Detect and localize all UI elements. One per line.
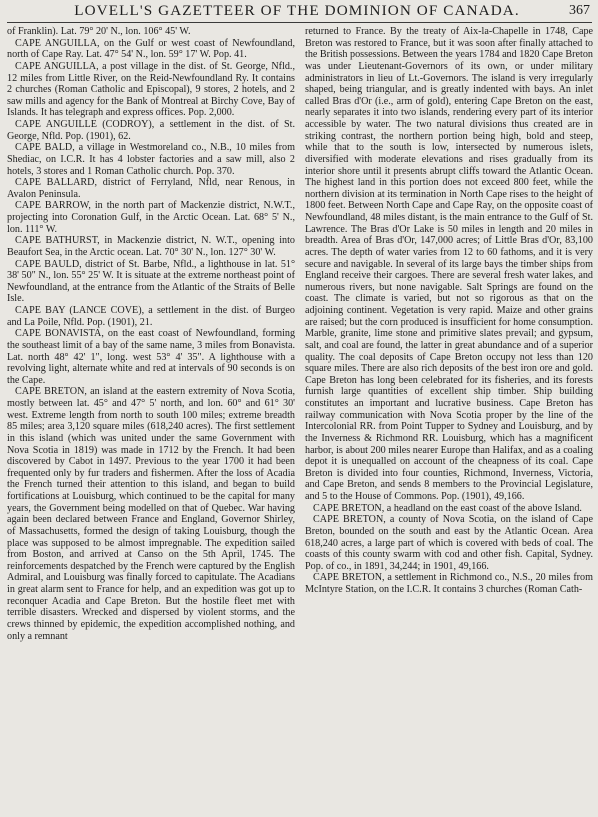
entry-name: CAPE BRETON, — [313, 514, 386, 526]
entry-name: CAPE BAY (LANCE COVE), — [15, 305, 145, 316]
entry-name: CAPE BONAVISTA, — [15, 328, 104, 340]
gazetteer-entry — [7, 200, 295, 235]
gazetteer-entry — [7, 119, 295, 142]
gazetteer-entry — [7, 61, 295, 119]
entry-text: a settlement in the dist. of St. George, Nfld. Pop. (1901), 62. — [7, 119, 296, 142]
right-column — [305, 26, 593, 642]
gazetteer-entry — [7, 142, 295, 177]
entry-text: a village in Westmoreland co., N.B., 10 miles from Shediac, on I.C.R. It has 4 lobster factories and a saw mill, also 2 hotels, 3 stores and 1 Roman Catholic church. Pop. 370. — [7, 142, 295, 177]
entry-name: CAPE ANGUILLE (CODROY), — [15, 119, 155, 130]
entry-text: district of St. Barbe, Nfld., a lighthouse in lat. 51° 38' 50" N., lon. 55° 25' W. It is situate at the extreme northeast point of Newfoundland, at the entrance from the Atlantic of the Straits of Belle Isle. — [7, 258, 295, 305]
entry-name: CAPE BRETON, — [313, 502, 385, 514]
gazetteer-entry — [7, 259, 295, 306]
entry-text: an island at the eastern extremity of Nova Scotia, mostly between lat. 45° and 47° 5' north, and lon. 60° and 61° 30' west. Extreme length from north to south 100 miles; extreme breadth 85 miles; area 3,120 square miles (618,240 acres). The first settlement in this island (which was united under the same Government with Nova Scotia in 1819) was made in 1712 by the French. It had been discovered by Cabot in 1497. Previous to the year 1700 it had been frequented only by fur traders and fishermen. After the loss of Acadia the French turned their attention to this island, and began to build fortifications at Louisburg, which continued to be the capital for many years, the Government being modelled on that of Quebec. War having again been declared between France and England, Governor Shirley, of Massachusetts, formed the design of taking Louisburg, though the place was supposed to be almost impregnable. The expedition sailed from Boston, and arrived at Canso on the 5th April, 1745. The reinforcements despatched by the French were captured by the English Admiral, and Louisburg was finally forced to capitulate. The Acadians in great alarm sent to France for help, and an expedition was got up to reconquer Acadia and Cape Breton. But the hostile fleet met with terrible disasters. Wrecked and dispersed by violent storms, and the crews thinned by epidemic, the expedition accomplished nothing, and only a remnant — [7, 386, 295, 642]
left-column — [7, 26, 295, 642]
entry-name: CAPE ANGUILLA, — [15, 37, 100, 49]
entry-name: CAPE ANGUILLA, — [15, 60, 99, 72]
entry-name: CAPE BRETON, — [15, 386, 87, 398]
gazetteer-entry — [7, 386, 295, 642]
entry-text: of Franklin). Lat. 79° 20' N., lon. 106° 45' W. — [7, 26, 191, 37]
gazetteer-entry — [7, 305, 295, 328]
gazetteer-entry — [7, 38, 295, 61]
running-title: LOVELL'S GAZETTEER OF THE DOMINION OF CANADA. — [74, 2, 520, 19]
entry-text: a county of Nova Scotia, on the island of Cape Breton, bounded on the south and east by the Atlantic Ocean. Area 618,240 acres, a large part of which is covered with beds of coal. The coasts of this county swarm with cod and other fish. Capital, Sydney. Pop. of co., in 1891, 34,244; in 1901, 49,166. — [305, 514, 593, 572]
entry-text: on the east coast of Newfoundland, forming the southeast limit of a bay of the same name, 3 miles from Bonavista. Lat. north 48° 42' 1", long. west 53° 4' 35". A lighthouse with a revolving light, alternate white and red at intervals of 90 seconds is on the Cape. — [7, 328, 296, 386]
entry-text: district of Ferryland, Nfld, near Renous, in Avalon Peninsula. — [7, 177, 295, 200]
entry-name: CAPE BATHURST, — [15, 235, 100, 247]
gazetteer-entry — [305, 503, 593, 515]
entry-text: in the north part of Mackenzie district, N.W.T., projecting into Coronation Gulf, in the Arctic Ocean. Lat. 68° 5' N., lon. 111° W. — [7, 200, 295, 235]
entry-text: on the Gulf or west coast of Newfoundland, north of Cape Ray. Lat. 47° 54' N., lon. 59° 17' W. Pop. 41. — [7, 37, 295, 61]
entry-name: CAPE BALD, — [15, 142, 75, 154]
entry-name: CAPE BAULD, — [15, 258, 82, 270]
entry-text: returned to France. By the treaty of Aix-la-Chapelle in 1748, Cape Breton was restored to France, but it was soon after finally attached to the British possessions. Between the years 1784 and 1820 Cape Breton was under Lieutenant-Governors of its own, or under military administrators in lieu of Lt.-Governors. The island is very irregularly shaped, being triangular, and is greatly indented with bays. An inlet called Bras d'Or (i.e., arm of gold), entering Cape Breton on the east, nearly separates it into two islands, rendering every part of its interior accessible by water. The two natural divisions thus created are in striking contrast, the northern portion being high, bold and steep, while that to the south is low, intersected by numerous islets, diversified with moderate elevations and rises gradually from its interior shore until it presents abrupt cliffs toward the Atlantic Ocean. The highest land in this portion does not exceed 800 feet, while the northern division at its termination in North Cape rises to the height of 1800 feet. Between North Cape and Cape Ray, on the opposite coast of Newfoundland, 48 miles distant, is the main entrance to the Gulf of St. Lawrence. The Bras d'Or Lake is 50 miles in length and 20 miles in breadth. Area of Bras d'Or, 147,000 acres; of Little Bras d'Or, 83,100 acres. The depth of water varies from 12 to 60 fathoms, and it is very secure and navigable. In several of its large bays the timber ships from England receive their cargoes. There are several fresh water lakes, and numerous rivers, but none navigable. Salt Springs are found on the coast. The climate is varied, but not so rigorous as that on the adjoining continent. Vegetation is very rapid. Maize and other grains are raised; but the corn produced is insufficient for home consumption. Marble, granite, lime stone and primitive slates prevail; and gypsum, salt, and coal are found, the latter in great abundance and of a superior quality. The coal deposits of Cape Breton occupy not less than 120 square miles. There are also rich deposits of the best iron ore and gold. Cape Breton has long been celebrated for its fisheries, and its forests furnish large quantities of excellent ship timber. Ship building constitutes an important and lucrative business. Cape Breton has railway communication with Nova Scotia proper by the line of the Intercolonial RR. from Point Tupper to Sydney and Louisburg, and by the Inverness & Richmond RR. Louisburg, which has a magnificent harbor, is about 200 miles nearer Europe than Halifax, and as a coaling depot it is unequalled on account of the cheapness of its coal. Cape Breton is divided into four counties, Richmond, Inverness, Victoria, and Cape Breton, and sends 8 members to the Provincial Legislature, and 5 to the House of Commons. Pop. (1901), 49,166. — [305, 26, 593, 502]
entry-name: CAPE BALLARD, — [15, 177, 97, 189]
gazetteer-entry — [7, 235, 295, 258]
gazetteer-entry — [305, 572, 593, 595]
page-header — [7, 0, 592, 23]
entry-text: a headland on the east coast of the above Island. — [384, 502, 582, 514]
entry-text: a settlement in the dist. of Burgeo and La Poile, Nfld. Pop. (1901), 21. — [7, 305, 295, 328]
entry-text: in Mackenzie district, N. W.T., opening into Beaufort Sea, in the Arctic ocean. Lat. 70° 30' N., lon. 127° 30' W. — [7, 235, 295, 258]
gazetteer-entry — [7, 26, 295, 38]
entry-text: a settlement in Richmond co., N.S., 20 miles from McIntyre Station, on the I.C.R. It contains 3 churches (Roman Cath- — [305, 572, 593, 595]
entry-name: CAPE BRETON, — [313, 572, 385, 584]
entry-text: a post village in the dist. of St. George, Nfld., 12 miles from Little River, on the Reid-Newfoundland Ry. It contains 2 churches (Roman Catholic and Episcopal), 9 stores, 2 hotels, and 2 saw mills and agency for the Bank of Montreal at Birchy Cove, Bay of Islands. It has telegraph and express offices. Pop. 2,000. — [7, 60, 295, 119]
gazetteer-entry — [305, 514, 593, 572]
entry-name: CAPE BARROW, — [15, 200, 91, 212]
text-columns — [7, 23, 592, 642]
page-number: 367 — [569, 3, 590, 18]
gazetteer-entry — [305, 26, 593, 503]
gazetteer-entry — [7, 177, 295, 200]
gazetteer-entry — [7, 328, 295, 386]
